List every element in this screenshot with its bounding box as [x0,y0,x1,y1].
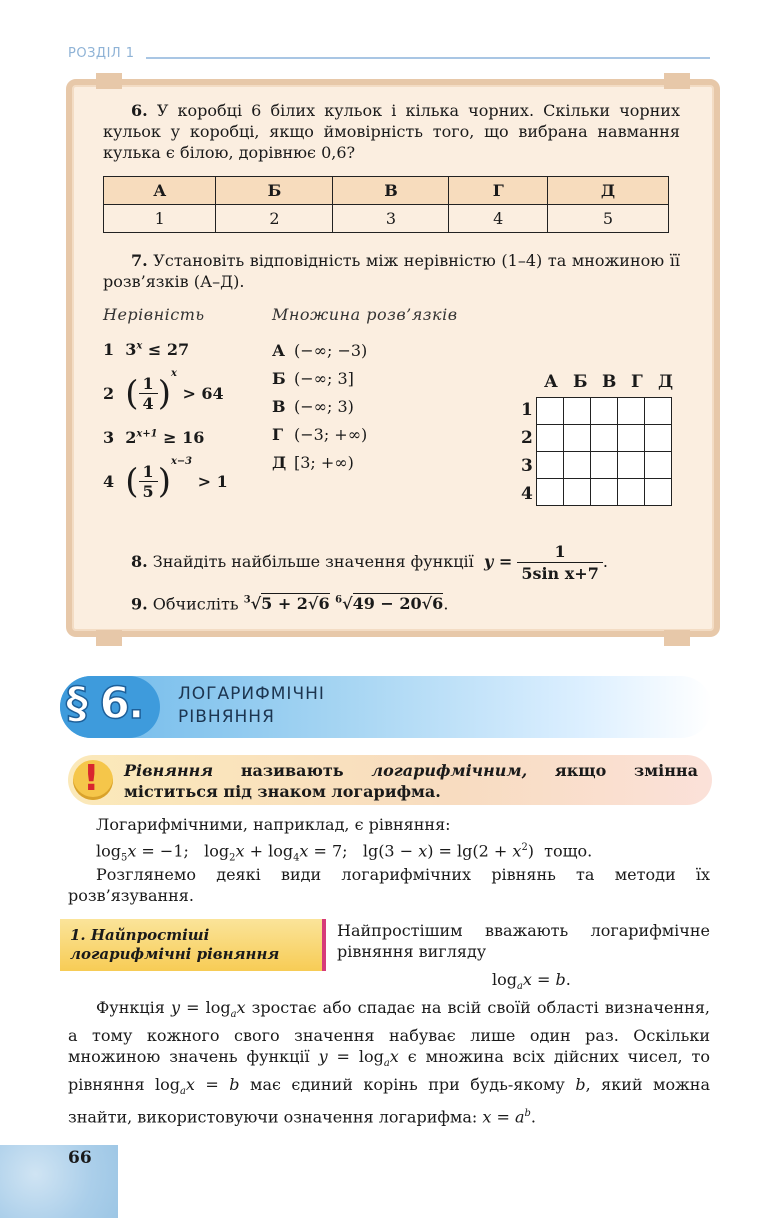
grid-row-label: 2 [521,428,533,448]
box-tab [664,73,690,89]
chapter-label: РОЗДІЛ 1 [68,46,135,61]
inequality-3: 3 $2^{x+1} \ge 16$ [103,428,205,447]
grid-col-label: Б [573,372,588,392]
grid-row-label: 4 [521,484,533,504]
answer-header: Г [449,177,548,205]
subsection-title: 1. Найпростіші логарифмічні рівняння [70,926,280,963]
definition-text: Рівняння називають логарифмічним, якщо змінна міститься під знаком логарифма. [124,761,698,801]
grid-cell[interactable] [645,452,672,479]
answer-header: Б [216,177,333,205]
grid-col-label: В [602,372,617,392]
header-rule [146,57,710,59]
grid-cell[interactable] [618,479,645,506]
grid-col-label: Г [631,372,643,392]
solution-a: А (−∞; −3) [272,341,368,360]
answer-value: 5 [548,205,669,233]
grid-cell[interactable] [645,425,672,452]
grid-cell[interactable] [618,425,645,452]
equation-examples: $\log_5x = -1$; $\log_2x + \log_4x = 7$; $\lg(3 - x) = \lg(2 + x^2)$ тощо. [96,841,593,864]
decorative-corner [0,1145,118,1218]
paragraph: Найпростішим вважають логарифмічне рівняння вигляду [337,921,710,961]
grid-cell[interactable] [537,425,564,452]
answer-table [103,176,669,233]
column-label-solutions: Множина розв’язків [272,305,458,324]
grid-cell[interactable] [591,425,618,452]
grid-row-label: 3 [521,456,533,476]
paragraph: Функція $y = \log_ax$ зростає або спадає на всій своїй області визначення, а тому кожного свого значення набуває лише один раз. Оскільки множиною значень функції $y = \log_ax$ є множина всіх дійсних чисел, то рівняння $\log_ax = b$ має єдиний корінь при будь-якому b, який можна знайти, використовуючи означення логарифма: $x = a^b$. [68,998,711,1126]
box-tab [664,630,690,646]
column-label-inequality: Нерівність [103,305,205,324]
inequality-2: 2 ( $\frac{1}{4}$ )$^x$ > 64 [103,368,224,414]
exercise-9: 9. Обчисліть $^3$√5 + 2√6 $^6$√49 − 20√6. [131,594,449,614]
answer-value: 2 [216,205,333,233]
page-number: 66 [68,1148,92,1168]
grid-cell[interactable] [591,398,618,425]
grid-cell[interactable] [537,398,564,425]
exercise-8: 8. Знайдіть найбільше значення функції y = $\frac{1}{\text{5sin x+7}}$ . [131,542,608,583]
grid-cell[interactable] [645,398,672,425]
answer-header: А [104,177,216,205]
grid-cell[interactable] [618,398,645,425]
solution-v: В (−∞; 3) [272,397,354,416]
grid-cell[interactable] [564,479,591,506]
answer-value: 1 [104,205,216,233]
grid-cell[interactable] [537,479,564,506]
section-title: РІВНЯННЯ [178,707,275,727]
solution-d: Д [3; +∞) [272,453,354,472]
exclamation-mark-icon: ! [83,758,100,799]
grid-cell[interactable] [564,398,591,425]
grid-cell[interactable] [564,425,591,452]
answer-value: 4 [449,205,548,233]
grid-col-label: Д [658,372,674,392]
grid-cell[interactable] [618,452,645,479]
box-tab [96,630,122,646]
answer-value: 3 [333,205,449,233]
answer-header: Д [548,177,669,205]
grid-cell[interactable] [564,452,591,479]
grid-cell[interactable] [591,479,618,506]
inequality-4: 4 ( $\frac{1}{5}$ )$^{x-3}$ > 1 [103,456,228,502]
solution-g: Г (−3; +∞) [272,425,368,444]
exercise-6-text: 6. У коробці 6 білих кульок і кілька чорних. Скільки чорних кульок у коробці, якщо ймовірність того, що вибрана навмання кулька є білою, дорівнює 0,6? [103,101,680,162]
answer-header: В [333,177,449,205]
grid-cell[interactable] [591,452,618,479]
solution-b: Б (−∞; 3] [272,369,354,388]
answer-grid [536,397,672,506]
box-tab [96,73,122,89]
exercise-7-text: 7. Установіть відповідність між нерівністю (1–4) та множиною її розв’язків (А–Д). [103,251,680,291]
grid-cell[interactable] [537,452,564,479]
grid-cell[interactable] [645,479,672,506]
section-title: ЛОГАРИФМІЧНІ [178,684,325,704]
section-number: § 6. [66,678,143,729]
paragraph: Логарифмічними, наприклад, є рівняння: [96,815,451,834]
formula-loga-x-b: $\log_ax = b$. [492,970,571,993]
grid-col-label: А [544,372,558,392]
inequality-1: 1 $3^x \le 27$ [103,340,190,359]
grid-row-label: 1 [521,400,533,420]
paragraph: Розглянемо деякі види логарифмічних рівнянь та методи їх розв’язування. [68,865,710,905]
